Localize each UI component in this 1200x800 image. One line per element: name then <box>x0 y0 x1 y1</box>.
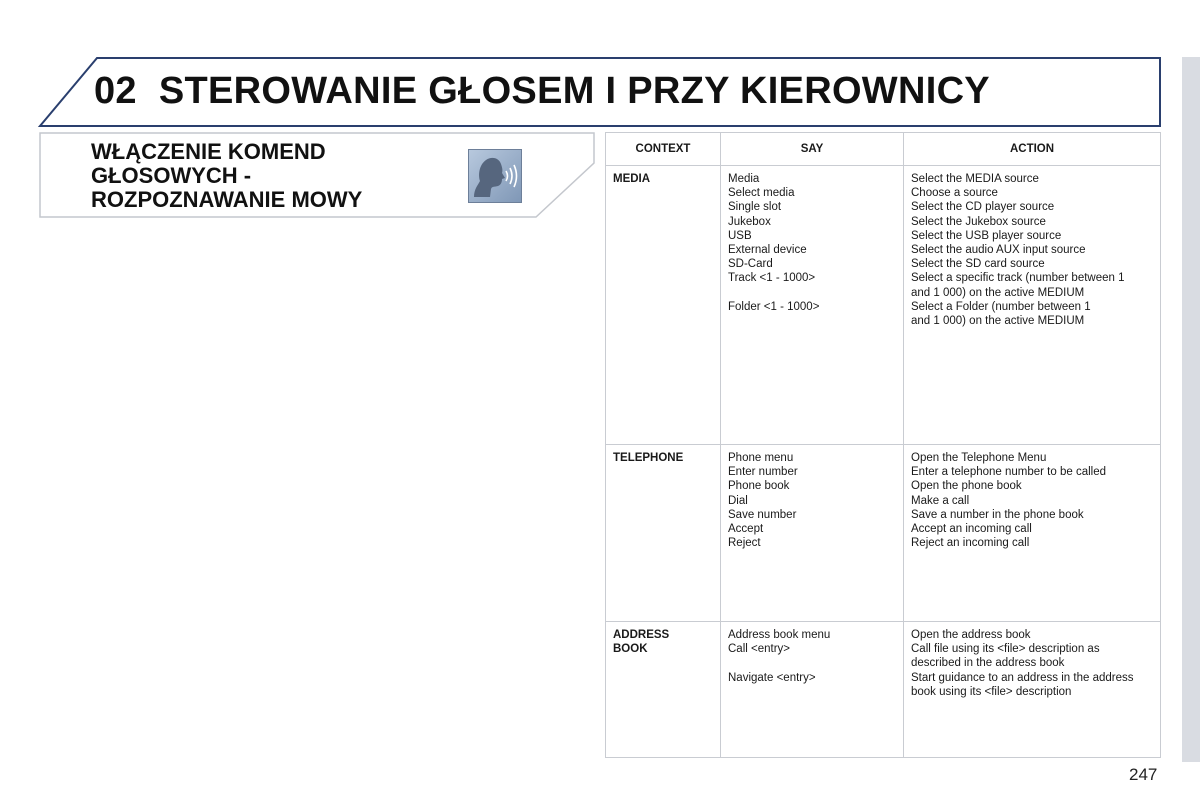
action-line: Make a call <box>911 494 970 507</box>
say-line <box>728 656 896 670</box>
action-line: Reject an incoming call <box>911 537 1030 550</box>
action-line: Enter a telephone number to be called <box>911 466 1106 479</box>
say-cell <box>721 166 904 445</box>
action-line: Select a specific track (number between 1 <box>911 272 1125 285</box>
action-line: and 1 000) on the active MEDIUM <box>911 286 1085 299</box>
action-line: and 1 000) on the active MEDIUM <box>911 315 1085 328</box>
action-line: book using its <file> description <box>911 685 1072 698</box>
table-row-address-book <box>606 622 1161 758</box>
action-line: Select the SD card source <box>911 258 1045 271</box>
action-line: Select the USB player source <box>911 229 1062 242</box>
say-line: Call <entry> <box>728 643 791 656</box>
say-cell <box>721 622 904 758</box>
context-cell <box>606 445 721 622</box>
voice-commands-table <box>605 132 1161 758</box>
say-line: Enter number <box>728 466 798 479</box>
voice-recognition-icon <box>468 149 522 203</box>
action-cell <box>904 622 1161 758</box>
section-title-line: WŁĄCZENIE KOMEND <box>91 139 326 164</box>
action-line: Open the phone book <box>911 480 1022 493</box>
say-line: Reject <box>728 537 761 550</box>
section-title-line: GŁOSOWYCH - <box>91 163 252 188</box>
chapter-number: 02 <box>94 70 137 112</box>
table-row-telephone <box>606 445 1161 622</box>
say-line: Jukebox <box>728 215 771 228</box>
action-line: Select the MEDIA source <box>911 173 1039 185</box>
column-header-action: ACTION <box>904 133 1161 166</box>
say-line: Media <box>728 173 760 185</box>
say-line: Folder <1 - 1000> <box>728 300 820 313</box>
action-cell <box>904 445 1161 622</box>
action-line: Accept an incoming call <box>911 523 1032 536</box>
say-line: Phone book <box>728 480 790 493</box>
action-line: Open the address book <box>911 629 1031 641</box>
say-line: External device <box>728 244 807 257</box>
say-line <box>728 286 896 300</box>
say-line: Single slot <box>728 201 782 214</box>
say-line: Accept <box>728 523 764 536</box>
page-number: 247 <box>1129 765 1158 784</box>
context-cell <box>606 166 721 445</box>
action-line: Choose a source <box>911 187 998 200</box>
say-line: SD-Card <box>728 258 773 271</box>
action-cell <box>904 166 1161 445</box>
section-title <box>91 140 362 212</box>
say-cell <box>721 445 904 622</box>
action-line: Save a number in the phone book <box>911 508 1084 521</box>
say-line: Save number <box>728 508 797 521</box>
context-text: MEDIA <box>613 173 651 185</box>
action-line: Start guidance to an address in the address <box>911 671 1134 684</box>
say-line: Track <1 - 1000> <box>728 272 816 285</box>
table-row-media <box>606 166 1161 445</box>
say-line: Address book menu <box>728 629 831 641</box>
action-line: described in the address book <box>911 657 1065 670</box>
side-tab-strip <box>1182 57 1200 762</box>
action-line: Select a Folder (number between 1 <box>911 300 1091 313</box>
action-line: Select the Jukebox source <box>911 215 1046 228</box>
say-line: Select media <box>728 187 795 200</box>
action-line: Select the CD player source <box>911 201 1055 214</box>
say-line: Dial <box>728 494 748 507</box>
context-text: TELEPHONE <box>613 452 684 464</box>
say-line: Navigate <entry> <box>728 671 816 684</box>
say-line: USB <box>728 229 752 242</box>
section-title-line: ROZPOZNAWANIE MOWY <box>91 187 363 212</box>
table-header-row <box>606 133 1161 166</box>
say-line: Phone menu <box>728 452 794 464</box>
context-text: ADDRESS <box>613 629 670 641</box>
context-text: BOOK <box>613 643 648 656</box>
column-header-say: SAY <box>721 133 904 166</box>
action-line: Select the audio AUX input source <box>911 244 1086 257</box>
chapter-title-text: STEROWANIE GŁOSEM I PRZY KIEROWNICY <box>158 70 990 112</box>
action-line: Open the Telephone Menu <box>911 452 1047 464</box>
context-cell <box>606 622 721 758</box>
action-line: Call file using its <file> description as <box>911 643 1100 656</box>
column-header-context: CONTEXT <box>606 133 721 166</box>
